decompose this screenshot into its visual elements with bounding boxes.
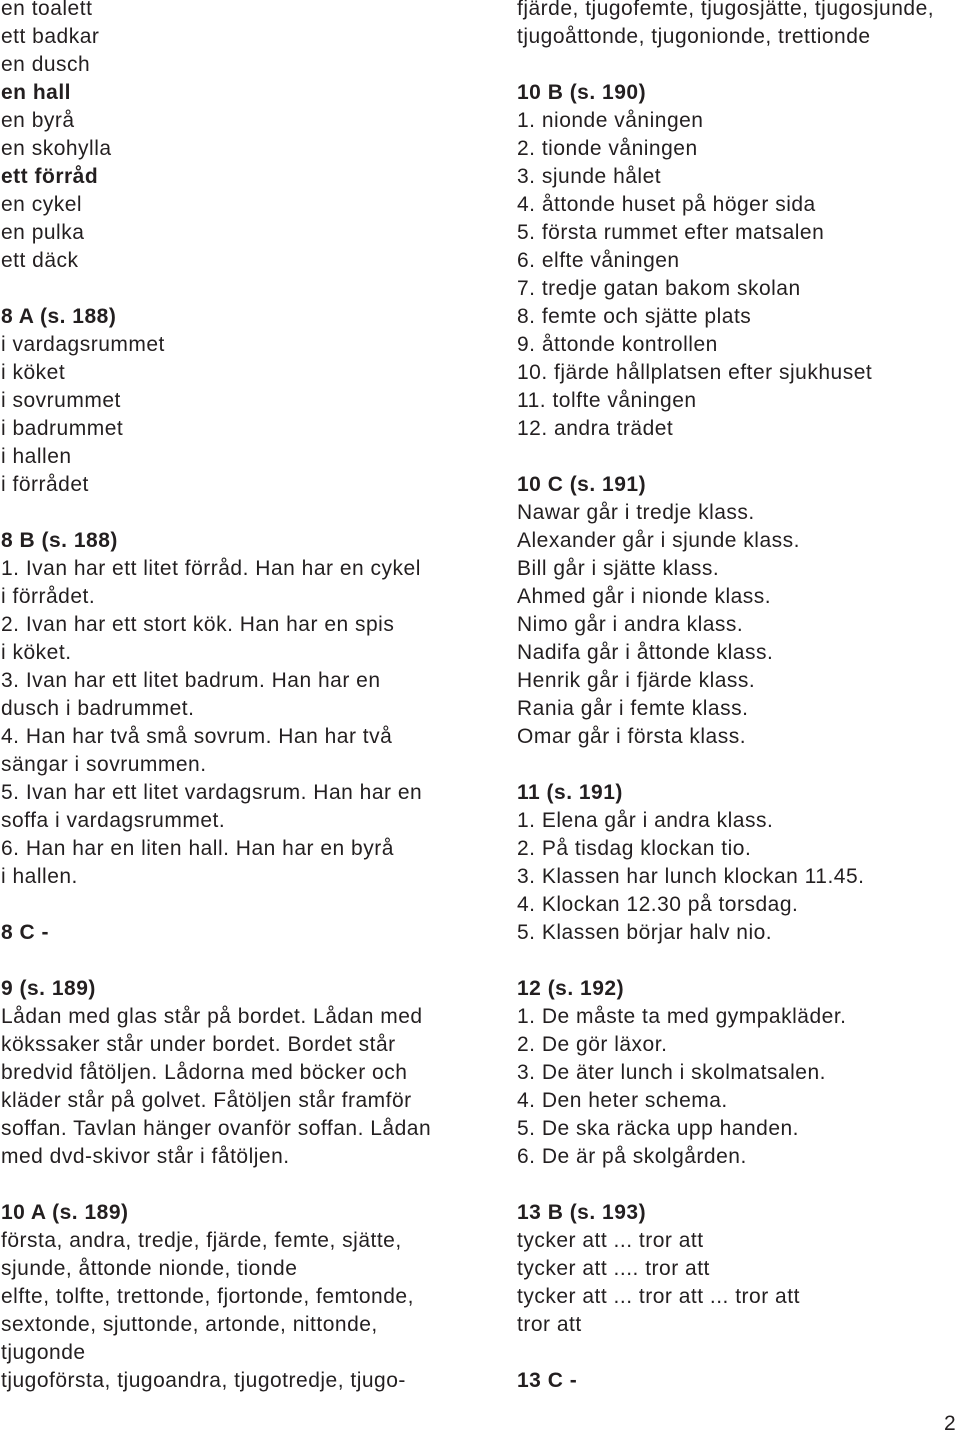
answer-line: Rania går i femte klass. bbox=[517, 697, 749, 720]
answer-line: tror att bbox=[517, 1313, 582, 1336]
answer-line: 1. Ivan har ett litet förråd. Han har en cykel bbox=[1, 557, 421, 580]
answer-line: 1. De måste ta med gympakläder. bbox=[517, 1005, 847, 1028]
exercise-heading: 10 A (s. 189) bbox=[1, 1201, 129, 1224]
vocabulary-item: ett däck bbox=[1, 249, 79, 272]
exercise-10b bbox=[517, 79, 957, 443]
answer-line: Ahmed går i nionde klass. bbox=[517, 585, 772, 608]
vocabulary-item: en byrå bbox=[1, 109, 75, 132]
answer-line: 2. Ivan har ett stort kök. Han har en spis bbox=[1, 613, 395, 636]
vocabulary-item: en skohylla bbox=[1, 137, 112, 160]
answer-line: sextonde, sjuttonde, artonde, nittonde, bbox=[1, 1313, 378, 1336]
right-column bbox=[517, 0, 957, 1395]
page-number: 2 bbox=[944, 1412, 957, 1435]
answer-line: soffan. Tavlan hänger ovanför soffan. Lådan bbox=[1, 1117, 432, 1140]
answer-line: 3. Ivan har ett litet badrum. Han har en bbox=[1, 669, 381, 692]
exercise-9 bbox=[1, 975, 441, 1171]
exercise-heading: 8 B (s. 188) bbox=[1, 529, 118, 552]
answer-line: 2. De gör läxor. bbox=[517, 1033, 668, 1056]
exercise-heading: 12 (s. 192) bbox=[517, 977, 625, 1000]
exercise-13c bbox=[517, 1367, 957, 1395]
answer-line: dusch i badrummet. bbox=[1, 697, 195, 720]
answer-line: i sovrummet bbox=[1, 389, 121, 412]
answer-line: 3. Klassen har lunch klockan 11.45. bbox=[517, 865, 865, 888]
answer-line: 9. åttonde kontrollen bbox=[517, 333, 718, 356]
vocabulary-item: en cykel bbox=[1, 193, 83, 216]
exercise-heading: 9 (s. 189) bbox=[1, 977, 96, 1000]
answer-line: 6. De är på skolgården. bbox=[517, 1145, 747, 1168]
answer-line: 5. Ivan har ett litet vardagsrum. Han har en bbox=[1, 781, 423, 804]
exercise-heading: 8 C - bbox=[1, 921, 50, 944]
answer-line: Nawar går i tredje klass. bbox=[517, 501, 755, 524]
answer-line: 5. Klassen börjar halv nio. bbox=[517, 921, 773, 944]
answer-line: sjunde, åttonde nionde, tionde bbox=[1, 1257, 298, 1280]
answer-line: 8. femte och sjätte plats bbox=[517, 305, 752, 328]
exercise-10a-continued bbox=[517, 0, 957, 51]
answer-line: 6. elfte våningen bbox=[517, 249, 680, 272]
answer-line: tjugoförsta, tjugoandra, tjugotredje, tjugo- bbox=[1, 1369, 406, 1392]
answer-line: 2. På tisdag klockan tio. bbox=[517, 837, 752, 860]
answer-line: 6. Han har en liten hall. Han har en byrå bbox=[1, 837, 394, 860]
exercise-8c bbox=[1, 919, 441, 947]
answer-line: 2. tionde våningen bbox=[517, 137, 698, 160]
answer-line: tycker att .... tror att bbox=[517, 1257, 710, 1280]
vocabulary-item: en dusch bbox=[1, 53, 91, 76]
vocabulary-item: ett förråd bbox=[1, 165, 99, 188]
answer-line: i förrådet. bbox=[1, 585, 96, 608]
exercise-heading: 10 B (s. 190) bbox=[517, 81, 647, 104]
answer-line: i köket bbox=[1, 361, 66, 384]
exercise-8a bbox=[1, 303, 441, 499]
answer-line: 4. Klockan 12.30 på torsdag. bbox=[517, 893, 799, 916]
answer-line: tjugoåttonde, tjugonionde, trettionde bbox=[517, 25, 871, 48]
answer-line: Alexander går i sjunde klass. bbox=[517, 529, 800, 552]
answer-line: Omar går i första klass. bbox=[517, 725, 747, 748]
answer-line: 5. första rummet efter matsalen bbox=[517, 221, 825, 244]
answer-line: med dvd-skivor står i fåtöljen. bbox=[1, 1145, 290, 1168]
vocabulary-item: ett badkar bbox=[1, 25, 100, 48]
answer-line: i vardagsrummet bbox=[1, 333, 165, 356]
answer-line: 4. Han har två små sovrum. Han har två bbox=[1, 725, 393, 748]
exercise-heading: 8 A (s. 188) bbox=[1, 305, 117, 328]
exercise-10a bbox=[1, 1199, 441, 1395]
answer-line: kläder står på golvet. Fåtöljen står framför bbox=[1, 1089, 412, 1112]
vocabulary-item: en toalett bbox=[1, 0, 93, 20]
answer-line: 4. åttonde huset på höger sida bbox=[517, 193, 816, 216]
answer-line: Nadifa går i åttonde klass. bbox=[517, 641, 774, 664]
exercise-13b bbox=[517, 1199, 957, 1339]
answer-line: 10. fjärde hållplatsen efter sjukhuset bbox=[517, 361, 873, 384]
answer-line: 3. De äter lunch i skolmatsalen. bbox=[517, 1061, 826, 1084]
answer-line: tycker att ... tror att bbox=[517, 1229, 704, 1252]
answer-line: elfte, tolfte, trettonde, fjortonde, femtonde, bbox=[1, 1285, 414, 1308]
answer-line: 12. andra trädet bbox=[517, 417, 674, 440]
answer-line: första, andra, tredje, fjärde, femte, sjätte, bbox=[1, 1229, 402, 1252]
answer-line: kökssaker står under bordet. Bordet står bbox=[1, 1033, 396, 1056]
answer-line: fjärde, tjugofemte, tjugosjätte, tjugosjunde, bbox=[517, 0, 935, 20]
answer-line: i förrådet bbox=[1, 473, 89, 496]
answer-line: i badrummet bbox=[1, 417, 124, 440]
vocabulary-list bbox=[1, 0, 441, 275]
vocabulary-item: en pulka bbox=[1, 221, 85, 244]
exercise-8b bbox=[1, 527, 441, 891]
answer-line: Lådan med glas står på bordet. Lådan med bbox=[1, 1005, 423, 1028]
exercise-heading: 13 B (s. 193) bbox=[517, 1201, 647, 1224]
answer-line: tycker att ... tror att ... tror att bbox=[517, 1285, 800, 1308]
answer-line: 5. De ska räcka upp handen. bbox=[517, 1117, 800, 1140]
exercise-heading: 10 C (s. 191) bbox=[517, 473, 647, 496]
answer-line: soffa i vardagsrummet. bbox=[1, 809, 226, 832]
answer-line: tjugonde bbox=[1, 1341, 86, 1364]
answer-line: 11. tolfte våningen bbox=[517, 389, 697, 412]
answer-line: 4. Den heter schema. bbox=[517, 1089, 728, 1112]
answer-line: Nimo går i andra klass. bbox=[517, 613, 744, 636]
answer-line: sängar i sovrummen. bbox=[1, 753, 207, 776]
exercise-10c bbox=[517, 471, 957, 751]
answer-line: bredvid fåtöljen. Lådorna med böcker och bbox=[1, 1061, 408, 1084]
answer-line: Bill går i sjätte klass. bbox=[517, 557, 720, 580]
answer-line: 7. tredje gatan bakom skolan bbox=[517, 277, 801, 300]
exercise-11 bbox=[517, 779, 957, 947]
exercise-12 bbox=[517, 975, 957, 1171]
exercise-heading: 13 C - bbox=[517, 1369, 578, 1392]
vocabulary-item: en hall bbox=[1, 81, 72, 104]
left-column bbox=[1, 0, 441, 1395]
answer-line: i köket. bbox=[1, 641, 72, 664]
answer-line: i hallen bbox=[1, 445, 72, 468]
answer-line: 3. sjunde hålet bbox=[517, 165, 662, 188]
exercise-heading: 11 (s. 191) bbox=[517, 781, 623, 804]
answer-line: i hallen. bbox=[1, 865, 78, 888]
answer-line: Henrik går i fjärde klass. bbox=[517, 669, 756, 692]
answer-line: 1. nionde våningen bbox=[517, 109, 704, 132]
answer-line: 1. Elena går i andra klass. bbox=[517, 809, 774, 832]
